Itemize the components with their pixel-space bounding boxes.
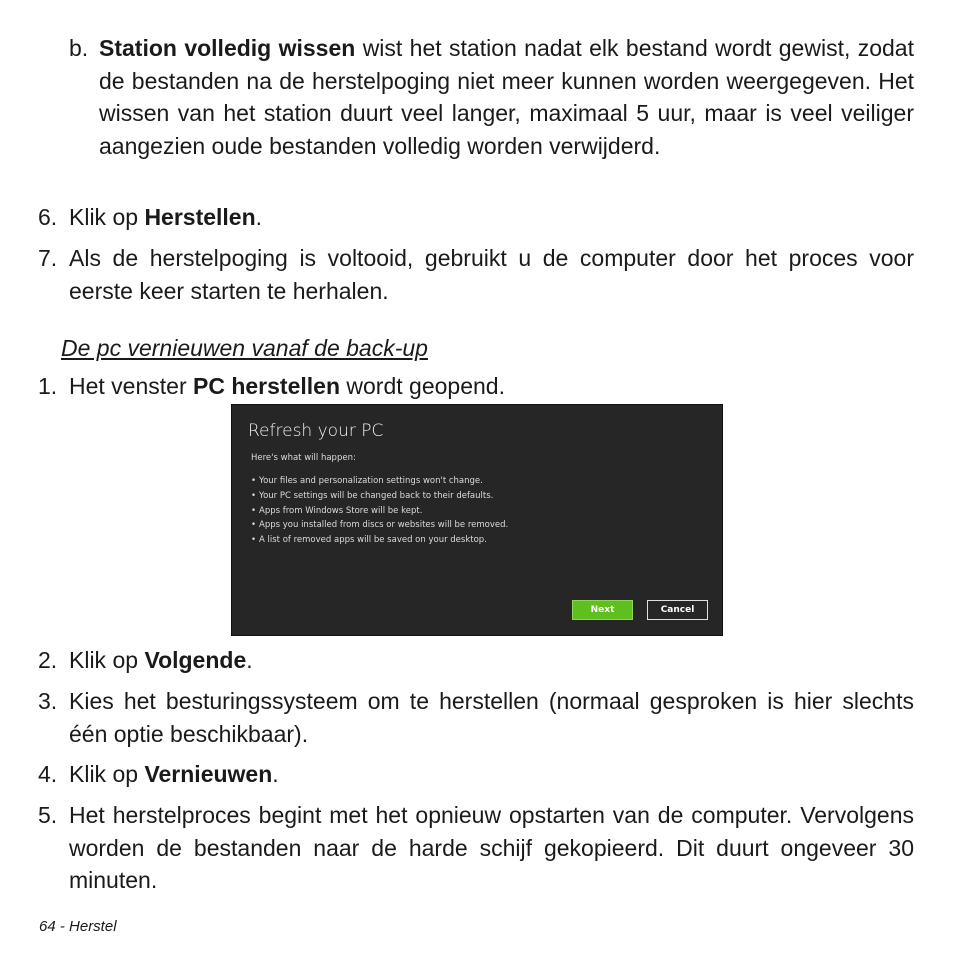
step-text-end: wordt geopend. <box>340 373 505 399</box>
step-bold-text: PC herstellen <box>193 373 340 399</box>
step-text: Het herstelproces begint met het opnieuw opstarten van de computer. Vervolgens worden de bestanden naar de harde schijf gekopieerd. Dit duurt ongeveer 30 minuten. <box>69 802 914 893</box>
cancel-button[interactable]: Cancel <box>647 600 708 620</box>
dialog-intro: Here's what will happen: <box>251 453 356 463</box>
sub-item-b <box>69 32 914 162</box>
dialog-bullet: • Your PC settings will be changed back to their defaults. <box>251 489 508 504</box>
list-item-6 <box>38 201 914 234</box>
dialog-bullet-list <box>251 474 508 548</box>
step-number: 2. <box>38 647 58 673</box>
page-footer: 64 - Herstel <box>39 918 117 935</box>
section-heading: De pc vernieuwen vanaf de back-up <box>61 335 428 361</box>
item-bold-text: Herstellen <box>144 204 256 230</box>
step-number: 1. <box>38 373 58 399</box>
item-text: wist het station nadat elk bestand wordt gewist, zodat de bestanden na de herstelpoging niet meer kunnen worden weergegeven. Het wissen van het station duurt veel langer, maximaal 5 uur, maar is veel veiliger aangezien oude bestanden volledig worden verwijderd. <box>99 35 914 159</box>
dialog-bullet: • Apps from Windows Store will be kept. <box>251 504 508 519</box>
list-item-7 <box>38 242 914 307</box>
dialog-bullet: • Apps you installed from discs or websites will be removed. <box>251 518 508 533</box>
item-text: Klik op <box>69 204 145 230</box>
step-number: 4. <box>38 761 58 787</box>
step-text: Het venster <box>69 373 193 399</box>
dialog-bullet: • Your files and personalization settings won't change. <box>251 474 508 489</box>
item-bold-text: Station volledig wissen <box>99 35 356 61</box>
step-text: Klik op <box>69 761 145 787</box>
step-text: Klik op <box>69 647 145 673</box>
item-text: Als de herstelpoging is voltooid, gebruikt u de computer door het proces voor eerste keer starten te herhalen. <box>69 245 914 304</box>
step-3 <box>38 685 914 750</box>
step-2 <box>38 644 914 677</box>
dialog-title: Refresh your PC <box>248 421 384 441</box>
item-marker: b. <box>69 35 89 61</box>
step-1 <box>38 370 914 403</box>
step-number: 3. <box>38 688 58 714</box>
item-text-end: . <box>255 204 263 230</box>
step-number: 5. <box>38 802 58 828</box>
step-5 <box>38 799 914 897</box>
step-text-end: . <box>272 761 279 787</box>
step-text: Kies het besturingssysteem om te herstellen (normaal gesproken is hier slechts één optie beschikbaar). <box>69 688 914 747</box>
step-bold-text: Volgende <box>144 647 247 673</box>
step-bold-text: Vernieuwen <box>144 761 273 787</box>
next-button[interactable]: Next <box>572 600 633 620</box>
step-text-end: . <box>246 647 253 673</box>
item-number: 6. <box>38 204 58 230</box>
dialog-bullet: • A list of removed apps will be saved on your desktop. <box>251 533 508 548</box>
step-4 <box>38 758 914 791</box>
item-number: 7. <box>38 245 58 271</box>
refresh-pc-screenshot <box>231 404 723 636</box>
